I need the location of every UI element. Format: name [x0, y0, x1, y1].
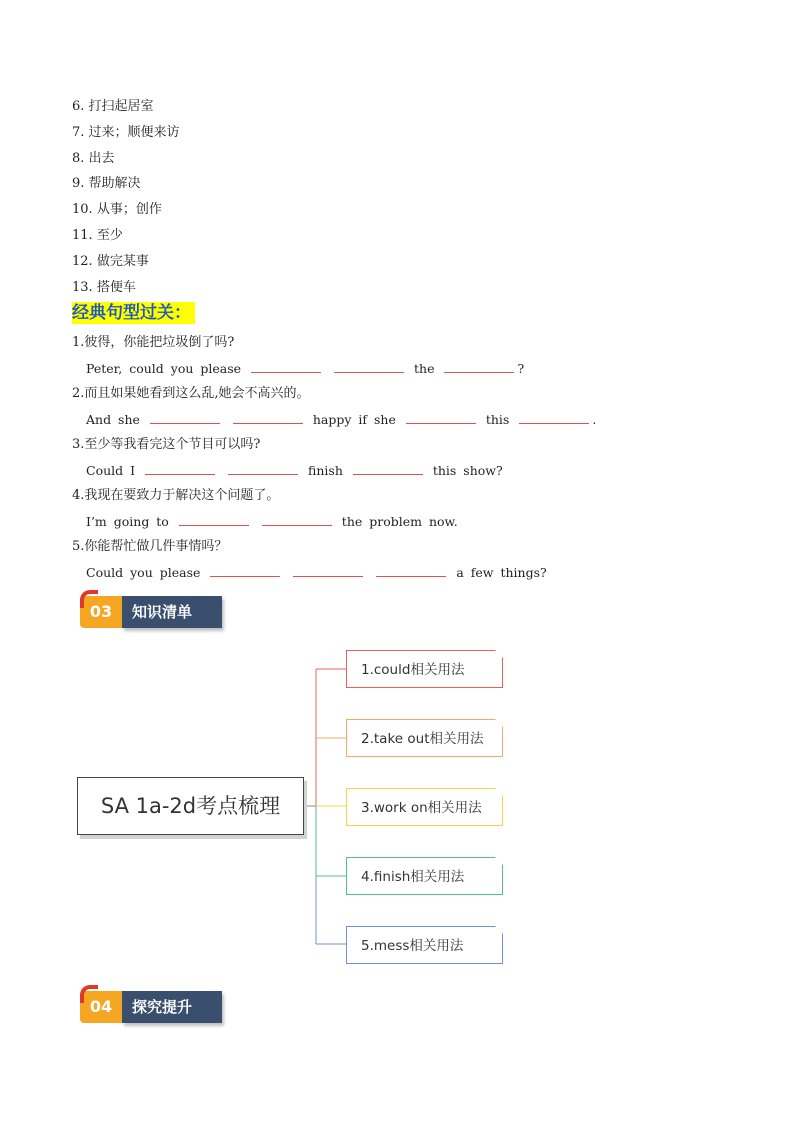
- exercise-question: 3.至少等我看完这个节目可以吗?: [72, 437, 261, 452]
- list-item: 6. 打扫起居室: [72, 99, 154, 114]
- exercise-question: 5.你能帮忙做几件事情吗？: [72, 539, 228, 554]
- section-title-sentences: 经典句型过关：: [72, 302, 195, 324]
- exercise-answer-line: And she happy if she this .: [86, 411, 597, 427]
- list-item: 10. 从事；创作: [72, 202, 162, 218]
- list-item: 12. 做完某事: [72, 253, 149, 269]
- exercise-question: 1.彼得，你能把垃圾倒了吗?: [72, 335, 235, 350]
- list-item: 13. 搭便车: [72, 279, 136, 295]
- exercise-answer-line: Could you please a few things?: [86, 564, 547, 580]
- badge-label: 知识清单: [122, 596, 222, 628]
- mindmap-leaf-take-out: 2.take out相关用法: [346, 719, 503, 757]
- exercise-question: 2.而且如果她看到这么乱,她会不高兴的。: [72, 386, 310, 401]
- list-item: 8. 出去: [72, 150, 115, 166]
- mindmap-leaf-mess: 5.mess相关用法: [346, 926, 503, 964]
- exercise-answer-line: I’m going to the problem now.: [86, 513, 458, 529]
- list-item: 9. 帮助解决: [72, 176, 141, 192]
- list-item: 7. 过来；顺便来访: [72, 124, 180, 140]
- exercise-answer-line: Peter, could you please the ?: [86, 360, 525, 376]
- mindmap-root: SA 1a-2d考点梳理: [77, 777, 304, 835]
- mindmap-leaf-could: 1.could相关用法: [346, 650, 503, 688]
- exercise-answer-line: Could I finish this show?: [86, 462, 503, 478]
- mindmap-leaf-work-on: 3.work on相关用法: [346, 788, 503, 826]
- exercise-question: 4.我现在要致力于解决这个问题了。: [72, 488, 280, 503]
- list-item: 11. 至少: [72, 227, 123, 243]
- mindmap-leaf-finish: 4.finish相关用法: [346, 857, 503, 895]
- badge-number: 04: [80, 991, 122, 1023]
- badge-label: 探究提升: [122, 991, 222, 1023]
- badge-number: 03: [80, 596, 122, 628]
